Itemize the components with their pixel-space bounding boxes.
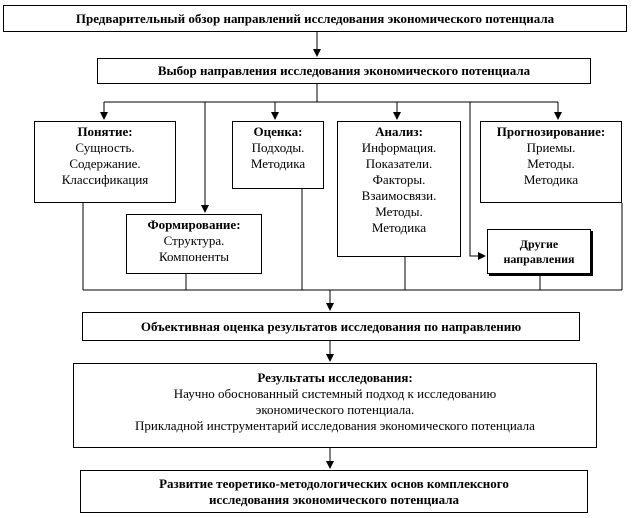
concept-item: Сущность. <box>75 140 135 155</box>
direction-choice-title: Выбор направления исследования экономического потенциала <box>157 63 531 78</box>
analysis-item: Показатели. <box>365 156 433 171</box>
results-box <box>73 363 597 448</box>
concept-item: Содержание. <box>69 156 141 171</box>
assessment-item: Подходы. <box>251 140 305 155</box>
formation-box <box>126 214 262 274</box>
analysis-item: Факторы. <box>372 172 426 187</box>
objective-assessment-title: Объективная оценка результатов исследования по направлению <box>140 318 522 334</box>
analysis-item: Методы. <box>375 204 423 219</box>
concept-title: Понятие: <box>77 124 133 139</box>
assessment-box <box>232 121 324 189</box>
development-line1: Развитие теоретико-методологических основ комплексного <box>159 475 509 491</box>
results-line: Прикладной инструментарий исследования экономического потенциала <box>135 418 535 433</box>
assessment-item: Методика <box>250 156 306 171</box>
concept-item: Классификация <box>61 172 149 187</box>
results-title: Результаты исследования: <box>257 370 413 385</box>
forecast-item: Приемы. <box>526 140 576 155</box>
other-directions-title-line1: Другие <box>519 236 559 251</box>
other-directions-box <box>487 229 591 274</box>
direction-choice-box <box>97 58 591 84</box>
forecast-box <box>480 121 622 203</box>
analysis-box <box>337 121 461 257</box>
development-box <box>80 470 588 513</box>
other-directions-title-line2: направления <box>503 251 575 266</box>
overview-title: Предварительный обзор направлений исследования экономического потенциала <box>75 10 555 26</box>
analysis-item: Информация. <box>361 140 437 155</box>
forecast-item: Методика <box>523 172 579 187</box>
analysis-item: Взаимосвязи. <box>361 188 437 203</box>
analysis-title: Анализ: <box>375 124 423 139</box>
assessment-title: Оценка: <box>253 124 303 139</box>
formation-title: Формирование: <box>147 217 241 232</box>
forecast-title: Прогнозирование: <box>496 124 606 139</box>
results-line: Научно обоснованный системный подход к исследованию <box>173 386 497 401</box>
development-line2: исследования экономического потенциала <box>208 491 459 507</box>
forecast-item: Методы. <box>527 156 575 171</box>
formation-item: Компоненты <box>158 249 230 264</box>
objective-assessment-box <box>82 312 580 341</box>
concept-box <box>34 121 176 203</box>
overview-box <box>3 5 627 32</box>
formation-item: Структура. <box>163 233 225 248</box>
results-line: экономического потенциала. <box>255 402 415 417</box>
analysis-item: Методика <box>371 220 427 235</box>
